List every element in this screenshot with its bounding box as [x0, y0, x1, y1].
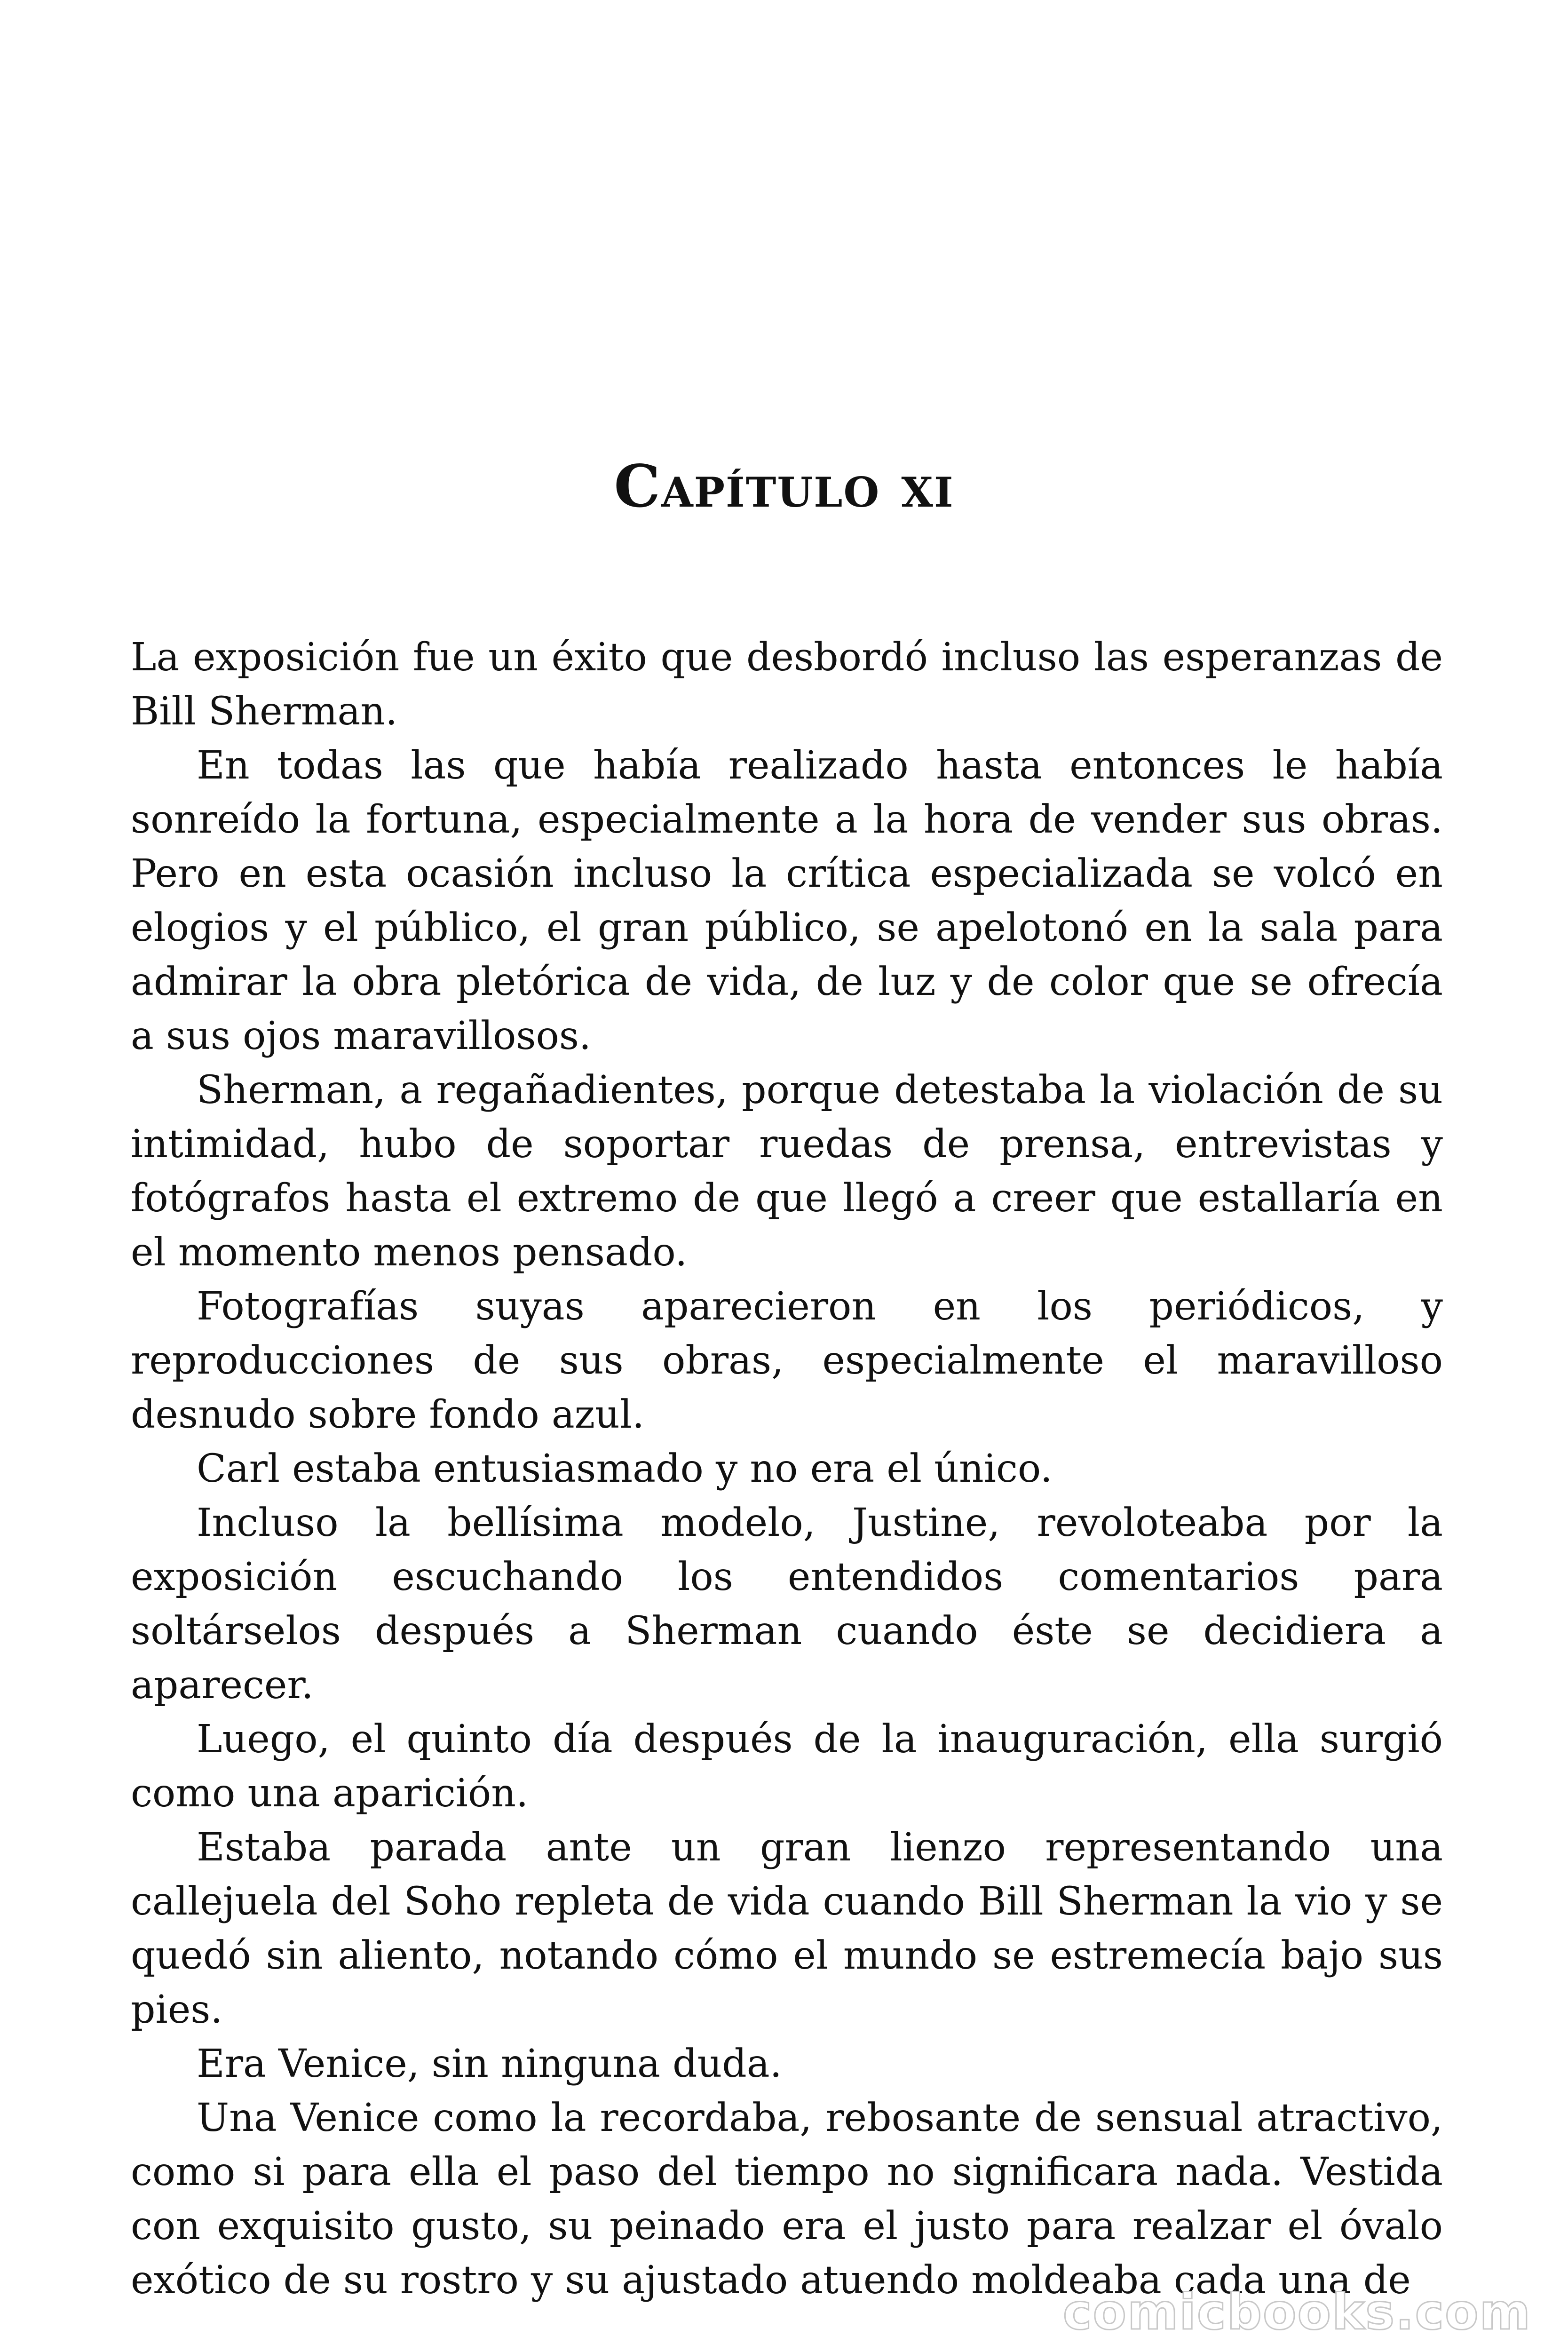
- paragraph: La exposición fue un éxito que desbordó incluso las esperanzas de Bill Sherman.: [131, 635, 1443, 734]
- paragraph: Una Venice como la recordaba, rebosante de sensual atractivo, como si para ella el paso del tiempo no significara nada. Vestida con exquisito gusto, su peinado era el justo para realzar el óvalo exótico de su rostro y su ajustado atuendo moldeaba cada una de: [131, 2096, 1443, 2303]
- paragraph: Luego, el quinto día después de la inauguración, ella surgió como una aparición.: [131, 1717, 1443, 1816]
- watermark: comicbooks.com: [1062, 2283, 1531, 2341]
- paragraph: Era Venice, sin ninguna duda.: [197, 2042, 782, 2086]
- paragraph: Estaba parada ante un gran lienzo representando una callejuela del Soho repleta de vida cuando Bill Sherman la vio y se quedó sin aliento, notando cómo el mundo se estremecía bajo sus pies.: [131, 1825, 1443, 2032]
- chapter-title: Capítulo xi: [614, 453, 954, 521]
- paragraph: Carl estaba entusiasmado y no era el único.: [197, 1446, 1053, 1491]
- paragraph: Sherman, a regañadientes, porque detestaba la violación de su intimidad, hubo de soportar ruedas de prensa, entrevistas y fotógrafos hasta el extremo de que llegó a creer que estallaría en el momento menos pensado.: [131, 1068, 1443, 1275]
- paragraph: Incluso la bellísima modelo, Justine, revoloteaba por la exposición escuchando los entendidos comentarios para soltárselos después a Sherman cuando éste se decidiera a aparecer.: [131, 1501, 1443, 1708]
- paragraph: Fotografías suyas aparecieron en los periódicos, y reproducciones de sus obras, especialmente el maravilloso desnudo sobre fondo azul.: [131, 1284, 1443, 1437]
- paragraph: En todas las que había realizado hasta entonces le había sonreído la fortuna, especialmente a la hora de vender sus obras. Pero en esta ocasión incluso la crítica especializada se volcó en elogios y el público, el gran público, se apelotonó en la sala para admirar la obra pletórica de vida, de luz y de color que se ofrecía a sus ojos maravillosos.: [131, 743, 1443, 1058]
- chapter-body: [131, 630, 1443, 2307]
